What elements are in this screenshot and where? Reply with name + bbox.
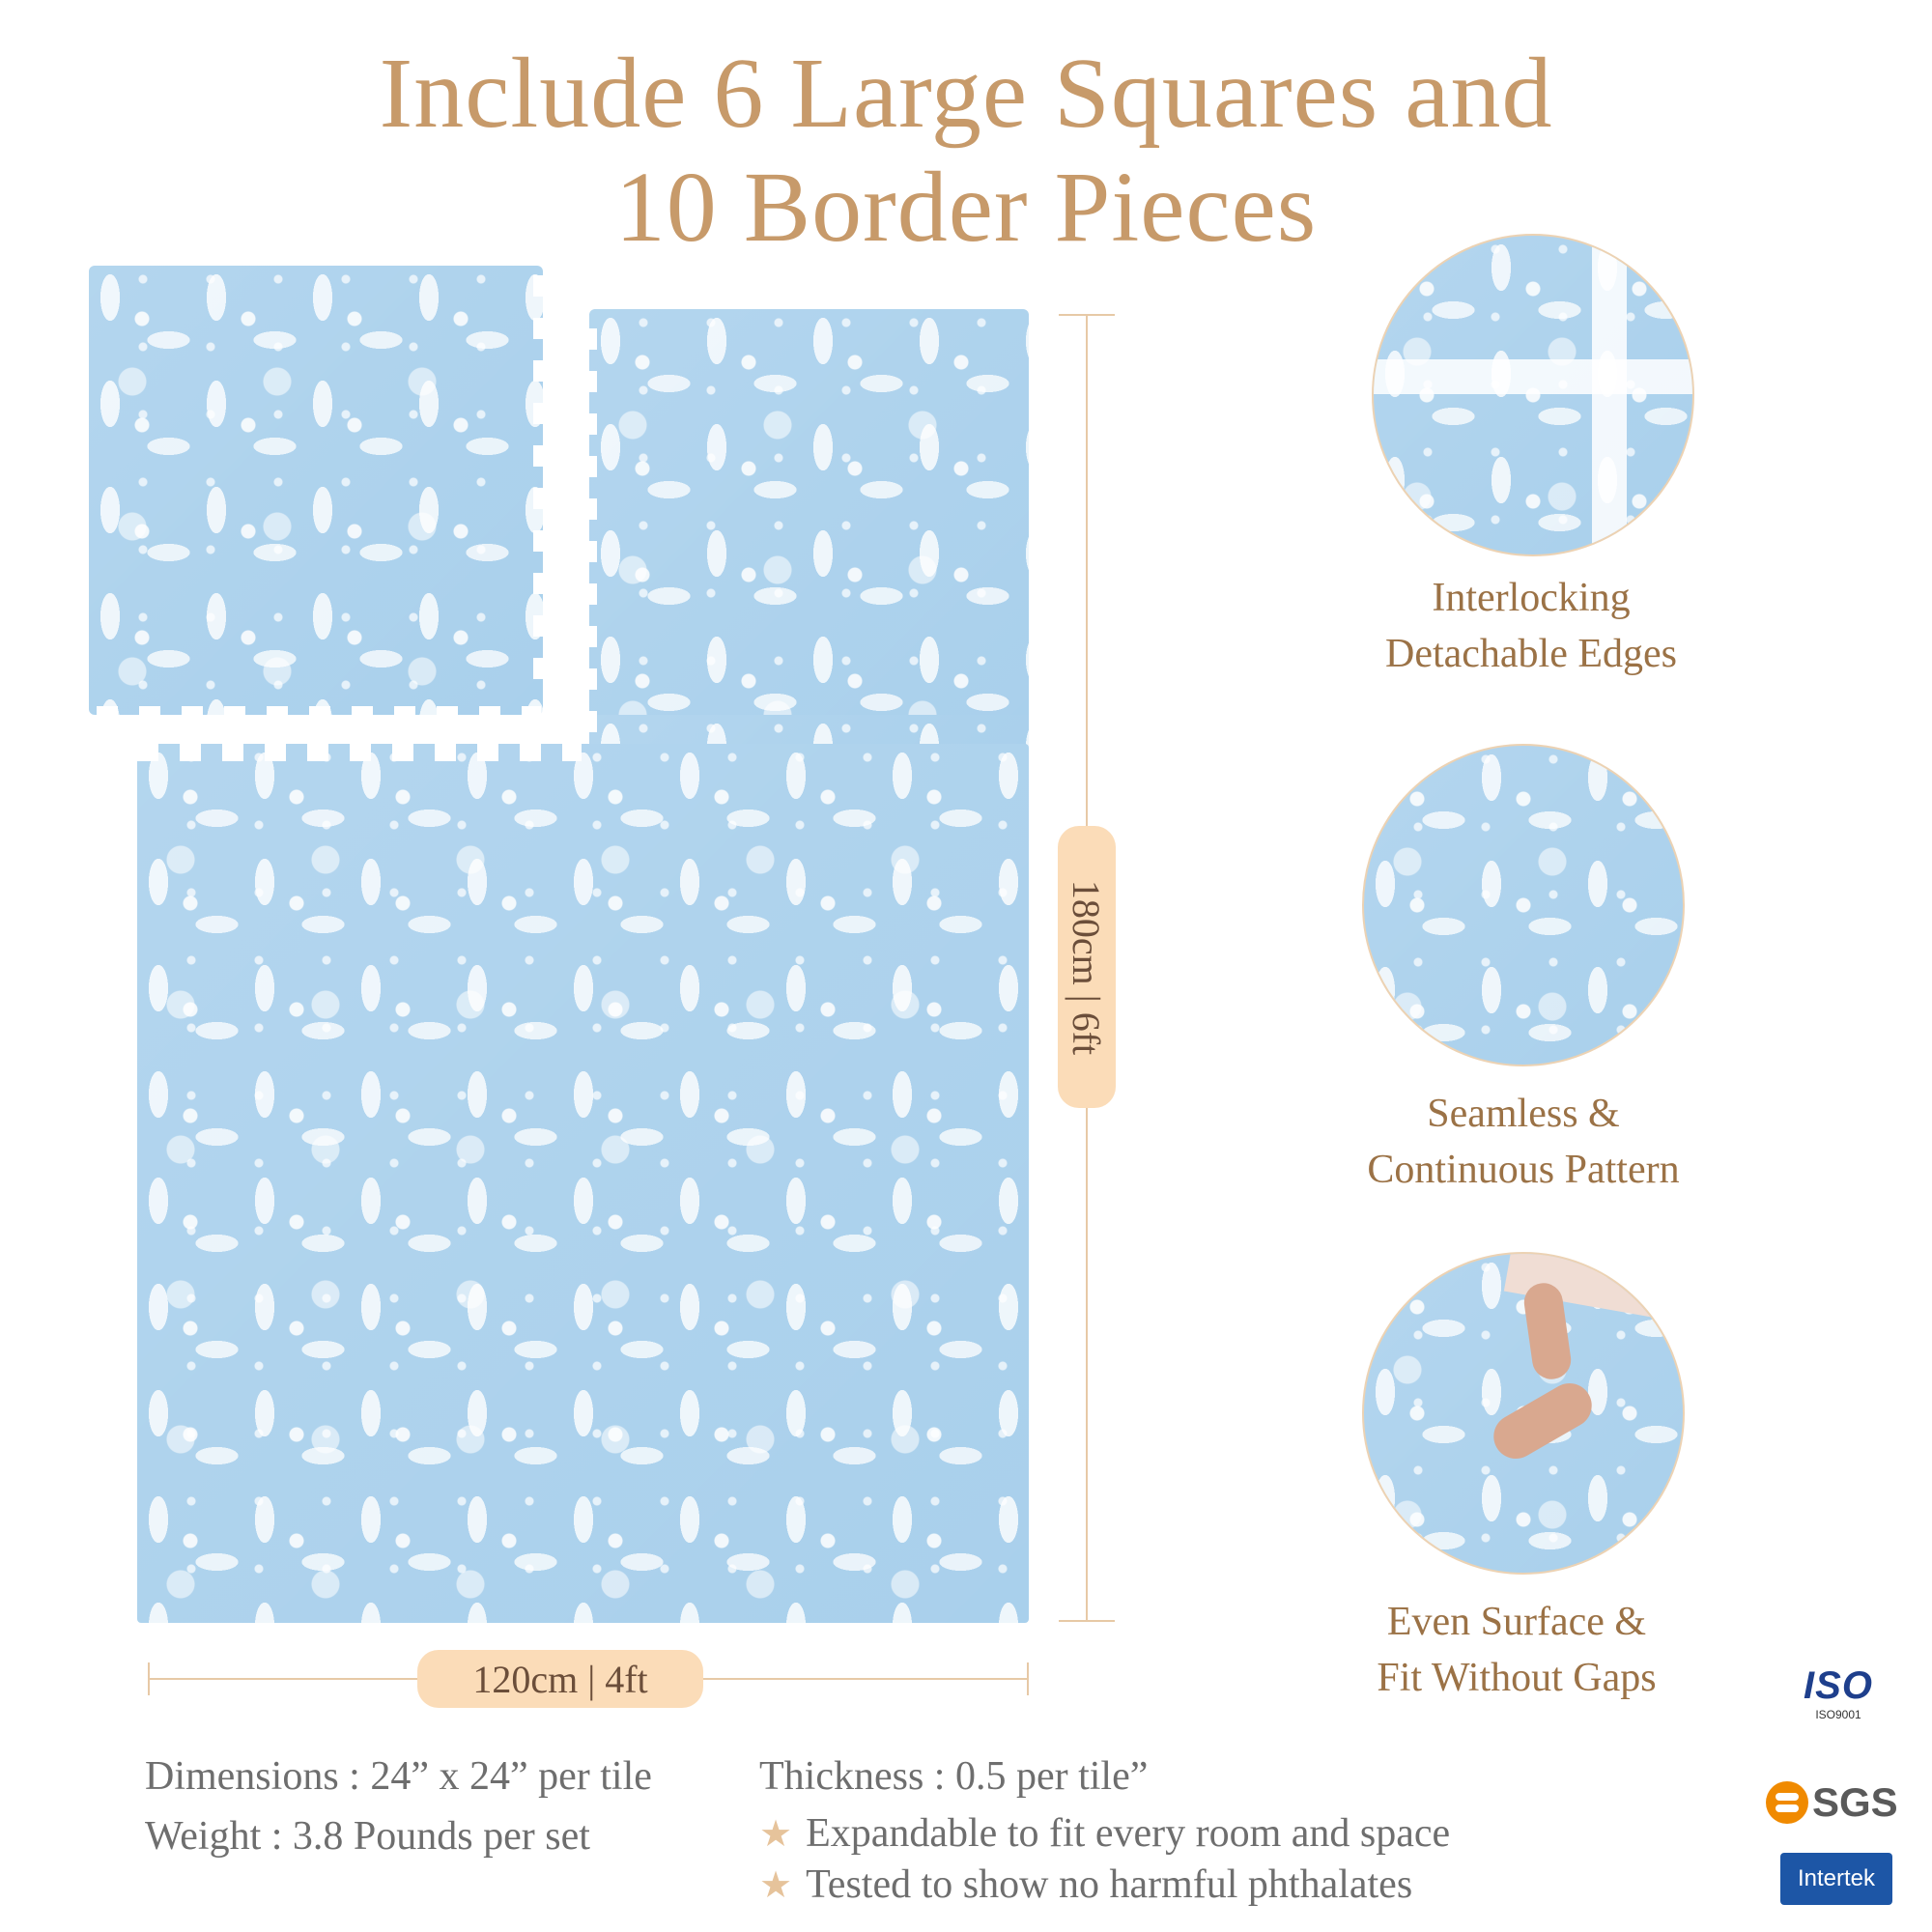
feature-even-surface-line-2: Fit Without Gaps <box>1377 1656 1657 1700</box>
feature-interlocking-line-1: Interlocking <box>1432 576 1631 620</box>
mat-tile-edge-tabs <box>97 706 541 725</box>
page-title <box>0 37 1932 265</box>
mat-assembled-top <box>589 309 1029 739</box>
mat-tile-detached <box>89 266 543 715</box>
title-line-2: 10 Border Pieces <box>614 152 1318 263</box>
mat-tile-edge-tabs <box>533 275 553 700</box>
feature-seamless-line-2: Continuous Pattern <box>1367 1148 1680 1192</box>
spec-dimensions: Dimensions : 24” x 24” per tile <box>145 1754 652 1799</box>
even-surface-photo <box>1362 1252 1685 1575</box>
spec-bullet-2 <box>759 1861 1412 1908</box>
intertek-certification-logo <box>1780 1853 1892 1905</box>
mat-border-tabs <box>137 742 582 761</box>
iso-mark: ISO <box>1804 1664 1873 1707</box>
sgs-icon <box>1766 1781 1808 1824</box>
feature-interlocking <box>1319 570 1744 682</box>
mat-border-tabs <box>578 328 597 734</box>
spec-bullet-1-text: Expandable to fit every room and space <box>806 1811 1451 1856</box>
feature-interlocking-line-2: Detachable Edges <box>1384 632 1678 676</box>
height-dimension-cap-bottom <box>1059 1620 1115 1622</box>
width-dimension-label <box>417 1650 703 1708</box>
feature-seamless <box>1311 1086 1736 1198</box>
width-dimension-text: 120cm | 4ft <box>472 1657 648 1701</box>
feature-even-surface-line-1: Even Surface & <box>1386 1600 1647 1644</box>
spec-thickness: Thickness : 0.5 per tile” <box>759 1754 1149 1799</box>
spec-bullet-2-text: Tested to show no harmful phthalates <box>806 1862 1413 1907</box>
star-icon: ★ <box>759 1865 793 1906</box>
star-icon: ★ <box>759 1814 793 1855</box>
feature-seamless-line-1: Seamless & <box>1427 1092 1620 1136</box>
sgs-certification-logo <box>1766 1776 1911 1830</box>
interlocking-edges-photo <box>1372 234 1694 556</box>
title-line-1: Include 6 Large Squares and <box>379 38 1553 149</box>
intertek-text: Intertek <box>1797 1865 1876 1891</box>
width-dimension-cap-right <box>1027 1662 1029 1695</box>
height-dimension-text: 180cm | 6ft <box>1065 879 1109 1055</box>
spec-bullet-1 <box>759 1810 1450 1857</box>
sgs-text: SGS <box>1812 1779 1898 1825</box>
height-dimension-label <box>1058 826 1116 1108</box>
seamless-pattern-photo <box>1362 744 1685 1066</box>
mat-assembled <box>137 744 1029 1623</box>
spec-weight: Weight : 3.8 Pounds per set <box>145 1814 590 1859</box>
iso-sub: ISO9001 <box>1815 1708 1861 1721</box>
feature-even-surface <box>1304 1594 1729 1706</box>
iso-certification-logo <box>1790 1663 1887 1741</box>
